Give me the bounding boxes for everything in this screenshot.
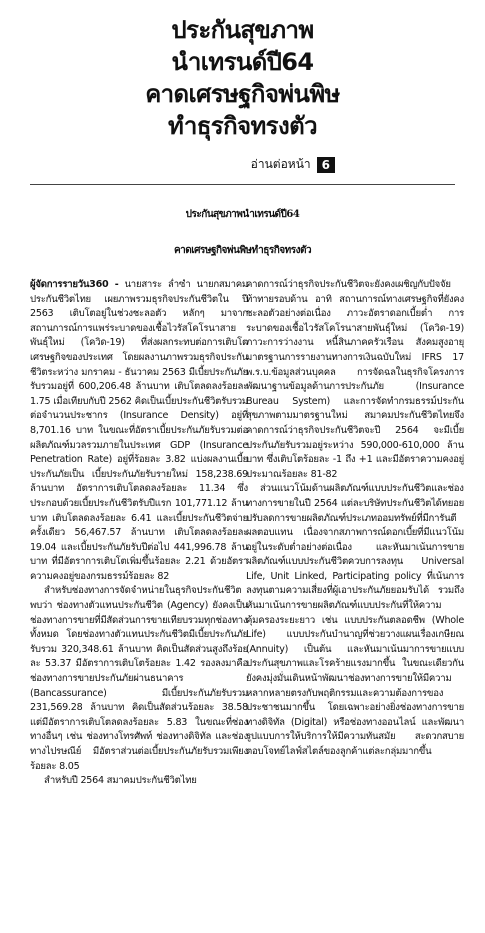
headline-line-2: คาดเศรษฐกิจพ่นพิษทำธุรกิจทรงตัว xyxy=(173,245,312,256)
teaser-line-1: ประกันสุขภาพ xyxy=(171,16,314,44)
article-paragraph: สำหรับช่องทางการจัดจำหน่ายในธุรกิจประกันชีวิตพบว่า ช่องทางตัวแทนประกันชีวิต (Agency) ยังคงเป็นช่องทางการขายที่มีสัดส่วนการขายเทียบรวมทุกช่องทางทั้งหมด โดยช่องทางตัวแทนประกันชีวิตมีเบี้ยประกันภัยรับรวม 320,348.61 ล้านบาท คิดเป็นสัดส่วนสูงถึงร้อยละ 53.37 มีอัตราการเติบโตร้อยละ 1.42 รองลงมาคือช่องทางการขายประกันภัยผ่านธนาคาร (Bancassurance) มีเบี้ยประกันภัยรับรวม 231,569.28 ล้านบาท คิดเป็นสัดส่วนร้อยละ 38.58 แต่มีอัตราการเติบโตลดลงร้อยละ 5.83 ในขณะที่ช่องทางอื่นๆ เช่น ช่องทางโทรศัพท์ ช่องทางดิจิทัล และช่องทางไปรษณีย์ มีอัตราส่วนต่อเบี้ยประกันภัยรับรวมเพียงร้อยละ 8.05 xyxy=(30,585,248,772)
paragraph-text: นายสาระ ล่ำซำ นายกสมาคมประกันชีวิตไทย เผยภาพรวมธุรกิจประกันชีวิตใน ปี 2563 เติบโตอยู่ในช่วงชะลอตัว หลักๆ มาจากสถานการณ์การแพร่ระบาดของเชื้อไวรัสโคโรนาสายพันธุ์ใหม่ (โควิด-19) ที่ส่งผลกระทบต่อการเติบโตเศรษฐกิจของประเทศ โดยผลงานภาพรวมธุรกิจประกันชีวิตระหว่าง มกราคม - ธันวาคม 2563 มีเบี้ยประกันภัยรับรวมอยู่ที่ 600,206.48 ล้านบาท เติบโตลดลงร้อยละ 1.75 เมื่อเทียบกับปี 2562 คิดเป็นเบี้ยประกันชีวิตรับรวมต่อจำนวนประชากร (Insurance Density) อยู่ที่ 8,701.16 บาท ในขณะที่อัตราเบี้ยประกันภัยรับรวมต่อผลิตภัณฑ์มวลรวมภายในประเทศ GDP (Insurance Penetration Rate) อยู่ที่ร้อยละ 3.82 แบ่งผลงานเบี้ยประกันภัยเป็น เบี้ยประกันภัยรับรายใหม่ 158,238.69 ล้านบาท อัตราการเติบโตลดลงร้อยละ 11.34 ซึ่งประกอบด้วยเบี้ยประกันชีวิตรับปีแรก 101,771.12 ล้านบาท เติบโตลดลงร้อยละ 6.41 และเบี้ยประกันชีวิตจ่ายครั้งเดียว 56,467.57 ล้านบาท เติบโตลดลงร้อยละ 19.04 และเบี้ยประกันภัยรับปีต่อไป 441,996.78 ล้านบาท ที่มีอัตราการเติบโตเพิ่มขึ้นร้อยละ 2.21 ด้วยอัตราความคงอยู่ของกรมธรรม์ร้อยละ 82 xyxy=(30,279,248,582)
read-more-reference xyxy=(251,155,335,174)
front-teaser xyxy=(0,14,485,142)
headline-line-1: ประกันสุขภาพนำเทรนด์ปี64 xyxy=(185,209,300,220)
teaser-line-4: ทำธุรกิจทรงตัว xyxy=(168,112,317,140)
article-column-right xyxy=(246,278,464,926)
teaser-line-3: คาดเศรษฐกิจพ่นพิษ xyxy=(145,80,340,108)
article-paragraph: ส่วนแนวโน้มด้านผลิตภัณฑ์แบบประกันชีวิตและช่องทางการขายในปี 2564 แต่ละบริษัทประกันชีวิตได้ทยอยปรับลดการขายผลิตภัณฑ์ประเภทออมทรัพย์ที่มีการันตีผลตอบแทน เนื่องจากสภาพการณ์ดอกเบี้ยที่มีแนวโน้มอยู่ในระดับต่ำอย่างต่อเนื่อง และหันมาเน้นการขายผลิตภัณฑ์แบบประกันชีวิตควบการลงทุน Universal Life, Unit Linked, Participating policy ที่เน้นการลงทุนตามความเสี่ยงที่ผู้เอาประกันภัยยอมรับได้ รวมถึงหันมาเน้นการขายผลิตภัณฑ์แบบประกันที่ให้ความคุ้มครองระยะยาว เช่น แบบประกันตลอดชีพ (Whole Life) แบบประกันบำนาญที่ช่วยวางแผนเรื่องเกษียณ (Annuity) เป็นต้น และหันมาเน้นมาการขายแบบประกันสุขภาพและโรคร้ายแรงมากขึ้น ในขณะเดียวกันยังคงมุ่งมั่นเดินหน้าพัฒนาช่องทางการขายให้มีความหลากหลายตรงกับพฤติกรรมและความต้องการของประชาชนมากขึ้น โดยเฉพาะอย่างยิ่งช่องทางการขายทางดิจิทัล (Digital) หรือช่องทางออนไลน์ และพัฒนารูปแบบการให้บริการให้มีความทันสมัย สะดวกสบาย ตอบโจทย์ไลฟ์สไตล์ของลูกค้าแต่ละกลุ่มมากขึ้น xyxy=(246,483,464,757)
article-paragraph xyxy=(30,278,248,584)
byline: ผู้จัดการรายวัน360 - xyxy=(30,279,119,290)
article-paragraph: คาดการณ์ว่าธุรกิจประกันชีวิตจะยังคงเผชิญกับปัจจัยท้าทายรอบด้าน อาทิ สถานการณ์ทางเศรษฐกิจที่ยังคงชะลอตัวอย่างต่อเนื่อง ภาวะอัตราดอกเบี้ยต่ำ การระบาดของเชื้อไวรัสโคโรนาสายพันธุ์ใหม่ (โควิด-19) ภาวะการว่างงาน หนี้สินภาคครัวเรือน สังคมสูงอายุ มาตรฐานการรายงานทางการเงินฉบับใหม่ IFRS 17 พ.ร.บ.ข้อมูลส่วนบุคคล การจัดฉลในธุรกิจโครงการพัฒนาฐานข้อมูลด้านการประกันภัย (Insurance Bureau System) และการจัดทำกรมธรรม์ประกันสุขภาพตามมาตรฐานใหม่ สมาคมประกันชีวิตไทยจึงคาดการณ์ว่าธุรกิจประกันชีวิตจะปี 2564 จะมีเบี้ยประกันภัยรับรวมอยู่ระหว่าง 590,000-610,000 ล้านบาท ซึ่งเติบโตร้อยละ -1 ถึง +1 และมีอัตราความคงอยู่ประมาณร้อยละ 81-82 xyxy=(246,279,464,480)
page-number-badge: 6 xyxy=(317,157,335,173)
article-paragraph: สำหรับปี 2564 สมาคมประกันชีวิตไทย xyxy=(44,775,197,787)
read-more-label: อ่านต่อหน้า xyxy=(250,157,311,171)
teaser-line-2: นำเทรนด์ปี64 xyxy=(171,48,314,76)
top-divider xyxy=(30,184,455,185)
article-column-left xyxy=(30,278,248,926)
